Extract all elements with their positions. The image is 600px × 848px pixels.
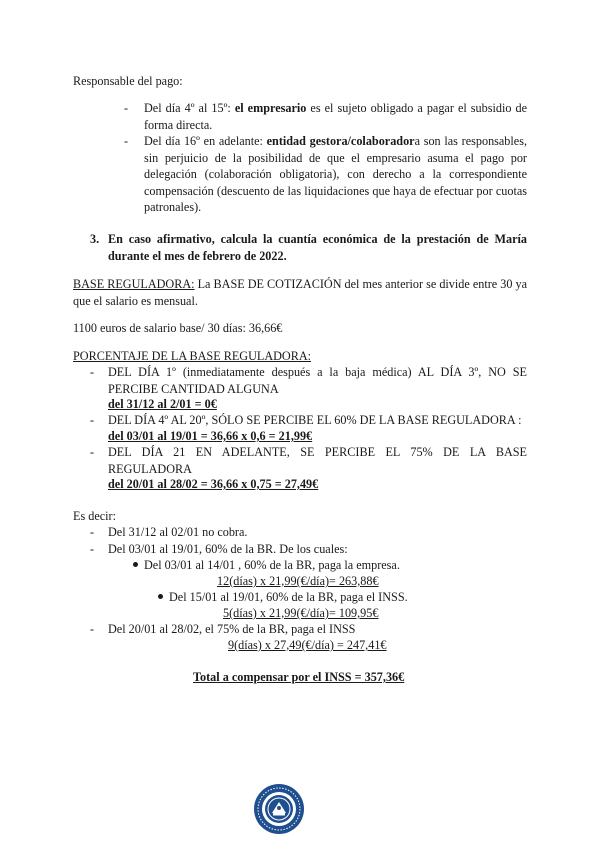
- dash-bullet: -: [90, 365, 95, 379]
- dash-bullet: -: [90, 413, 95, 427]
- round-bullet: [158, 594, 163, 599]
- dash-bullet: -: [90, 622, 95, 636]
- porcentaje-item-3: DEL DÍA 21 EN ADELANTE, SE PERCIBE EL 75% DE LA BASE REGULADORA: [108, 445, 527, 476]
- es-decir-sub-1: Del 03/01 al 14/01 , 60% de la BR, paga la empresa.: [144, 558, 400, 572]
- dash-bullet: -: [124, 134, 129, 148]
- es-decir-heading: Es decir:: [73, 509, 116, 523]
- es-decir-sub-2-calc: 5(días) x 21,99(€/día)= 109,95€: [223, 606, 379, 620]
- porcentaje-heading: PORCENTAJE DE LA BASE REGULADORA:: [73, 349, 312, 363]
- porcentaje-result-2: del 03/01 al 19/01 = 36,66 x 0,6 = 21,99€: [108, 429, 313, 443]
- question-number: 3.: [90, 232, 100, 246]
- dash-bullet: -: [90, 445, 95, 459]
- responsable-item-2: Del día 16º en adelante: entidad gestora/colaboradora son las responsables, sin perjuicio de la posibilidad de que el empresario asuma el pago por delegación (colaboración obligatoria), con derecho a la correspondiente compensación (descuento de las liquidaciones que haya de efectuar por cuotas patronales).: [144, 134, 527, 214]
- total-compensar: Total a compensar por el INSS = 357,36€: [193, 670, 405, 684]
- porcentaje-result-1: del 31/12 al 2/01 = 0€: [108, 397, 217, 411]
- es-decir-item-3: Del 20/01 al 28/02, el 75% de la BR, paga el INSS: [108, 622, 356, 636]
- round-bullet: [133, 562, 138, 567]
- es-decir-item-3-calc: 9(días) x 27,49(€/día) = 247,41€: [228, 638, 387, 652]
- dash-bullet: -: [90, 525, 95, 539]
- university-seal-icon: [253, 783, 305, 835]
- es-decir-sub-1-calc: 12(días) x 21,99(€/día)= 263,88€: [217, 574, 379, 588]
- responsable-item-1: Del día 4º al 15º: el empresario es el sujeto obligado a pagar el subsidio de forma directa.: [144, 101, 527, 132]
- porcentaje-result-3: del 20/01 al 28/02 = 36,66 x 0,75 = 27,49€: [108, 477, 319, 491]
- porcentaje-item-1: DEL DÍA 1º (inmediatamente después a la baja médica) AL DÍA 3º, NO SE PERCIBE CANTIDAD ALGUNA: [108, 365, 527, 396]
- responsable-heading: Responsable del pago:: [73, 74, 183, 88]
- es-decir-item-2: Del 03/01 al 19/01, 60% de la BR. De los cuales:: [108, 542, 348, 556]
- dash-bullet: -: [90, 542, 95, 556]
- dash-bullet: -: [124, 101, 129, 115]
- es-decir-sub-2: Del 15/01 al 19/01, 60% de la BR, paga el INSS.: [169, 590, 408, 604]
- porcentaje-item-2: DEL DÍA 4º AL 20º, SÓLO SE PERCIBE EL 60% DE LA BASE REGULADORA :: [108, 413, 522, 427]
- es-decir-item-1: Del 31/12 al 02/01 no cobra.: [108, 525, 248, 539]
- question-text: En caso afirmativo, calcula la cuantía económica de la prestación de María durante el mes de febrero de 2022.: [108, 232, 527, 263]
- base-reguladora-paragraph: BASE REGULADORA: La BASE DE COTIZACIÓN del mes anterior se divide entre 30 ya que el salario es mensual.: [73, 277, 527, 308]
- base-calc: 1100 euros de salario base/ 30 días: 36,66€: [73, 321, 283, 335]
